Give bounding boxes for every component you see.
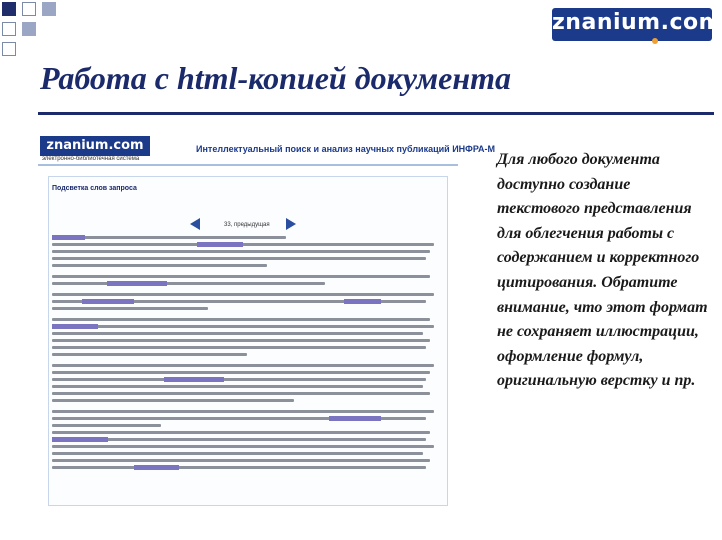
document-text-body bbox=[52, 236, 442, 473]
text-line bbox=[52, 385, 423, 388]
znanium-logo: znanium.com bbox=[552, 8, 712, 41]
embedded-logo-subtitle: электронно-библиотечная система bbox=[42, 156, 140, 162]
embedded-header-divider bbox=[38, 164, 458, 166]
text-line bbox=[52, 325, 434, 328]
title-rule bbox=[38, 112, 714, 115]
text-line bbox=[52, 250, 430, 253]
text-line bbox=[52, 318, 430, 321]
text-line bbox=[52, 243, 434, 246]
decor-square bbox=[2, 22, 16, 36]
text-line bbox=[52, 410, 434, 413]
text-line bbox=[52, 417, 426, 420]
text-line bbox=[52, 466, 426, 469]
text-line bbox=[52, 282, 325, 285]
decor-square bbox=[42, 2, 56, 16]
slide-description: Для любого документа доступно создание текстового представления для облегчения работы с содержанием и корректного цитирования. Обратите внимание, что этот формат не сохраняет иллюстрации, оформление формул, оригинальную верстку и пр. bbox=[497, 151, 708, 390]
text-line bbox=[52, 424, 161, 427]
text-line bbox=[52, 378, 426, 381]
arrow-left-icon[interactable] bbox=[190, 218, 200, 230]
text-line bbox=[52, 300, 426, 303]
embedded-logo[interactable]: znanium.com bbox=[40, 136, 150, 156]
text-line bbox=[52, 438, 426, 441]
text-line bbox=[52, 236, 286, 239]
decor-square bbox=[2, 42, 16, 56]
text-line bbox=[52, 264, 267, 267]
text-line bbox=[52, 371, 430, 374]
embedded-screenshot bbox=[38, 132, 496, 510]
decor-square bbox=[22, 22, 36, 36]
text-line bbox=[52, 353, 247, 356]
text-line bbox=[52, 275, 430, 278]
text-line bbox=[52, 459, 430, 462]
embedded-service-title: Интеллектуальный поиск и анализ научных публикаций ИНФРА-М bbox=[196, 144, 496, 154]
text-line bbox=[52, 339, 430, 342]
text-line bbox=[52, 364, 434, 367]
logo-dot-icon bbox=[652, 38, 658, 44]
page-label: 33, предыдущая bbox=[224, 222, 270, 228]
text-line bbox=[52, 392, 430, 395]
arrow-right-icon[interactable] bbox=[286, 218, 296, 230]
text-line bbox=[52, 452, 423, 455]
text-line bbox=[52, 293, 434, 296]
decor-square bbox=[22, 2, 36, 16]
text-line bbox=[52, 399, 294, 402]
text-line bbox=[52, 257, 426, 260]
text-line bbox=[52, 307, 208, 310]
embedded-header bbox=[38, 132, 496, 164]
decor-square bbox=[2, 2, 16, 16]
slide-title: Работа с html-копией документа bbox=[40, 60, 511, 96]
text-line bbox=[52, 445, 434, 448]
text-line bbox=[52, 346, 426, 349]
text-line bbox=[52, 431, 430, 434]
text-line bbox=[52, 332, 423, 335]
highlight-words-link[interactable]: Подсветка слов запроса bbox=[52, 185, 137, 192]
